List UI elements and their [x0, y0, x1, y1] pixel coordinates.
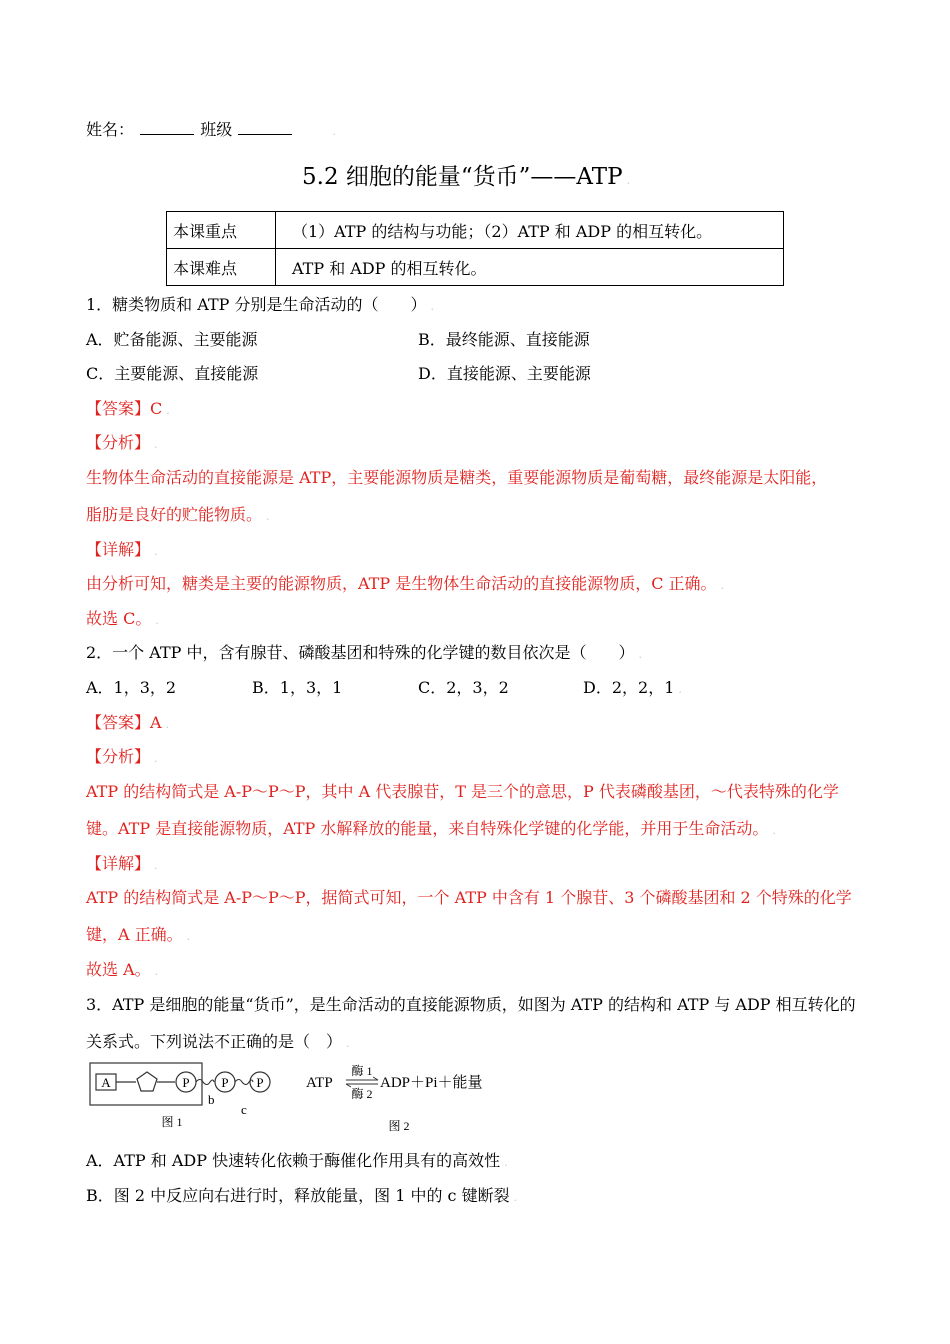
enzyme-1-label: 酶 1	[351, 1064, 373, 1078]
q1-option-d[interactable]: D．直接能源、主要能源	[418, 364, 591, 383]
q1-option-c[interactable]: C．主要能源、直接能源	[86, 364, 259, 383]
phosphate-label: P	[182, 1075, 190, 1090]
class-blank[interactable]	[238, 120, 292, 135]
q1-stem: 1．糖类物质和 ATP 分别是生命活动的（ ） .	[86, 295, 434, 314]
q2-stem: 2．一个 ATP 中，含有腺苷、磷酸基团和特殊的化学键的数目依次是（ ） .	[86, 643, 642, 662]
enzyme-2-label: 酶 2	[351, 1087, 373, 1101]
name-blank[interactable]	[140, 120, 194, 135]
class-label: 班级	[200, 120, 233, 139]
figure-2-caption: 图 2	[388, 1119, 410, 1133]
q2-analysis-label: 【分析】 .	[86, 747, 158, 766]
atp-label: ATP	[306, 1075, 333, 1091]
q1-option-a[interactable]: A．贮备能源、主要能源	[86, 330, 258, 349]
q1-analysis-label: 【分析】 .	[86, 433, 158, 452]
q3-option-b[interactable]: B．图 2 中反应向右进行时，释放能量，图 1 中的 c 键断裂 .	[86, 1186, 518, 1205]
name-class-line: 姓名： 班级 .	[86, 120, 336, 139]
high-energy-bond-b	[196, 1080, 214, 1085]
q2-option-b[interactable]: B．1，3，1	[252, 678, 343, 697]
q2-option-a[interactable]: A．1，3，2	[86, 678, 177, 697]
q2-detail-label: 【详解】 .	[86, 854, 158, 873]
q3-option-a[interactable]: A．ATP 和 ADP 快速转化依赖于酶催化作用具有的高效性 .	[86, 1151, 508, 1170]
key-point-label: 本课重点	[167, 212, 276, 249]
q2-option-d[interactable]: D．2，2，1 .	[583, 678, 682, 697]
q2-choice: 故选 A。 .	[86, 960, 159, 979]
table-row	[167, 249, 784, 286]
q3-stem-line: 关系式。下列说法不正确的是（ ） .	[86, 1032, 350, 1051]
adenine-label: A	[101, 1075, 111, 1090]
q2-analysis-line: 键。ATP 是直接能源物质，ATP 水解释放的能量，来自特殊化学键的化学能，并用于生命活动。 .	[86, 819, 776, 838]
q2-detail-line: ATP 的结构简式是 A-P～P～P，据简式可知，一个 ATP 中含有 1 个腺苷、3 个磷酸基团和 2 个特殊的化学	[86, 888, 852, 907]
phosphate-label: P	[221, 1075, 229, 1090]
key-point-content: （1）ATP 的结构与功能；（2）ATP 和 ADP 的相互转化。	[276, 212, 784, 249]
ribose-pentagon	[137, 1072, 157, 1091]
q1-analysis-line: 脂肪是良好的贮能物质。 .	[86, 505, 270, 524]
key-points-table	[166, 211, 784, 286]
q1-analysis-line: 生物体生命活动的直接能源是 ATP，主要能源物质是糖类，重要能源物质是葡萄糖，最终能源是太阳能，	[86, 468, 828, 487]
table-row	[167, 212, 784, 249]
q1-option-b[interactable]: B．最终能源、直接能源	[418, 330, 590, 349]
adp-pi-energy-label: ADP＋Pi＋能量	[380, 1075, 483, 1091]
bond-b-label: b	[208, 1092, 215, 1107]
q1-detail-line: 由分析可知，糖类是主要的能源物质，ATP 是生物体生命活动的直接能源物质，C 正确。 .	[86, 574, 725, 593]
atp-structure-figure	[86, 1060, 286, 1134]
difficulty-label: 本课难点	[167, 249, 276, 286]
difficulty-content: ATP 和 ADP 的相互转化。	[276, 249, 784, 286]
q1-answer: 【答案】C .	[86, 399, 170, 418]
q2-analysis-line: ATP 的结构简式是 A-P～P～P，其中 A 代表腺苷，T 是三个的意思，P 代表磷酸基团，～代表特殊的化学	[86, 782, 839, 801]
page-title: 5.2 细胞的能量“货币”——ATP .	[302, 164, 631, 190]
q2-answer: 【答案】A .	[86, 713, 170, 732]
name-label: 姓名：	[86, 120, 135, 139]
q1-choice: 故选 C。 .	[86, 609, 159, 628]
q2-detail-line: 键，A 正确。 .	[86, 925, 191, 944]
q2-option-c[interactable]: C．2，3，2	[418, 678, 509, 697]
q3-stem-line: 3．ATP 是细胞的能量“货币”，是生命活动的直接能源物质，如图为 ATP 的结构和 ATP 与 ADP 相互转化的	[86, 995, 856, 1014]
atp-adp-conversion-figure	[304, 1060, 510, 1134]
figure-1-caption: 图 1	[161, 1115, 183, 1129]
q1-detail-label: 【详解】 .	[86, 540, 158, 559]
phosphate-label: P	[256, 1075, 264, 1090]
bond-c-label: c	[241, 1102, 247, 1117]
